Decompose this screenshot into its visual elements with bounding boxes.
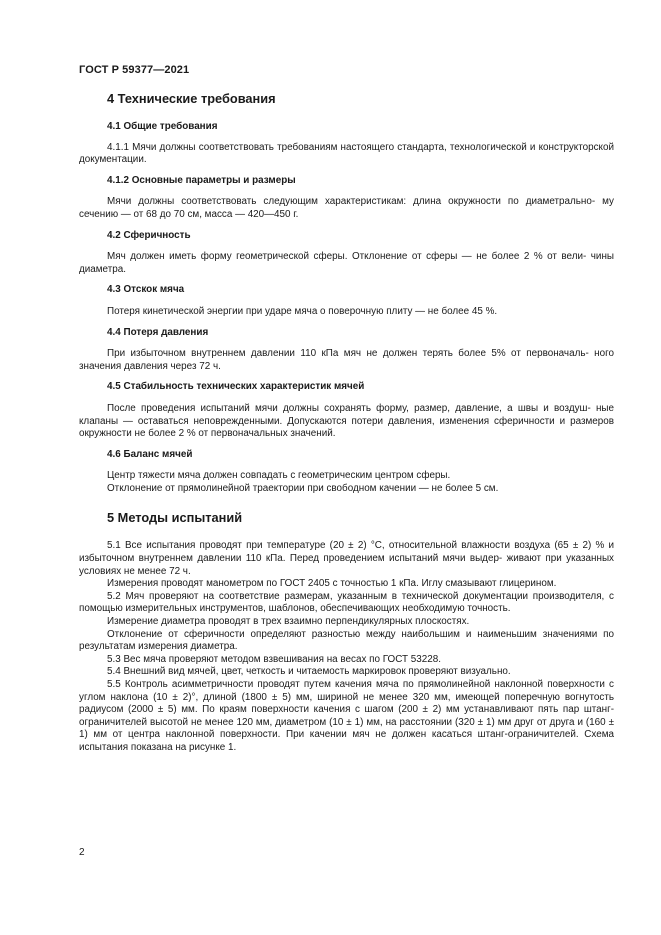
paragraph-5-3: 5.3 Вес мяча проверяют методом взвешивания на весах по ГОСТ 53228. bbox=[107, 653, 441, 665]
paragraph-5-1-b: Измерения проводят манометром по ГОСТ 2405 с точностью 1 кПа. Иглу смазывают глицерином. bbox=[107, 578, 557, 590]
paragraph-4-2: Мяч должен иметь форму геометрической сферы. Отклонение от сферы — не более 2 % от вели- чины диаметра. bbox=[79, 251, 614, 275]
section-4-6-title: 4.6 Баланс мячей bbox=[107, 448, 193, 460]
paragraph-4-6-line-2: Отклонение от прямолинейной траектории при свободном качении — не более 5 см. bbox=[107, 482, 499, 494]
paragraph-5-4: 5.4 Внешний вид мячей, цвет, четкость и читаемость маркировок проверяют визуально. bbox=[107, 666, 511, 678]
section-4-5-title: 4.5 Стабильность технических характеристик мячей bbox=[107, 381, 365, 393]
paragraph-5-5: 5.5 Контроль асимметричности проводят путем качения мяча по прямолинейной наклонной поверхности с углом наклона (10 ± 2)°, длиной (1800 ± 5) мм, шириной не менее 320 мм, имеющей поперечную вогнутость радиусом (2000 ± 5) мм. По краям поверхности качения с шагом (200 ± 2) мм устанавливают пять пар штанг-ограничителей высотой не менее 120 мм, диаметром (10 ± 1) мм, на расстоянии (320 ± 1) мм друг от друга и (160 ± 1) мм от центра наклонной поверхности. При качении мяч не должен касаться штанг-ограничителей. Схема испытания показана на рисунке 1. bbox=[79, 679, 614, 753]
paragraph-4-1-1: 4.1.1 Мячи должны соответствовать требованиям настоящего стандарта, технологической и конструкторской документации. bbox=[79, 141, 614, 166]
paragraph-4-3: Потеря кинетической энергии при ударе мяча о поверочную плиту — не более 45 %. bbox=[107, 305, 498, 317]
section-4-1-2-title: 4.1.2 Основные параметры и размеры bbox=[107, 174, 296, 186]
paragraph-5-2-b: Измерение диаметра проводят в трех взаимно перпендикулярных плоскостях. bbox=[107, 616, 470, 628]
paragraph-5-2-c: Отклонение от сферичности определяют разностью между наибольшим и наименьшим значениями по результатам измерения диаметра. bbox=[79, 628, 614, 653]
document-body bbox=[79, 91, 614, 755]
paragraph-4-1-2: Мячи должны соответствовать следующим характеристикам: длина окружности по диаметрально- му сечению — от 68 до 70 см, масса — 420—450 г. bbox=[79, 196, 614, 220]
document-header: ГОСТ Р 59377—2021 bbox=[79, 64, 190, 76]
section-4-1-title: 4.1 Общие требования bbox=[107, 121, 218, 132]
paragraph-5-1: 5.1 Все испытания проводят при температуре (20 ± 2) °С, относительной влажности воздуха (65 ± 2) % и избыточном внутреннем давлении 110 кПа. Перед проведением испытаний мячи выдер- живают при указанных условиях не менее 72 ч. bbox=[79, 540, 614, 577]
paragraph-4-5: После проведения испытаний мячи должны сохранять форму, размер, давление, а швы и воздуш- ные клапаны — оставаться неповрежденными. Допускаются потери давления, изменения сферичности и размеров окружности не более 2 % от первоначальных значений. bbox=[79, 402, 614, 440]
section-5-title: 5 Методы испытаний bbox=[107, 510, 243, 526]
paragraph-4-6-line-1: Центр тяжести мяча должен совпадать с геометрическим центром сферы. bbox=[107, 470, 451, 482]
paragraph-5-2: 5.2 Мяч проверяют на соответствие размерам, указанным в технической документации производителя, с помощью измерительных инструментов, шаблонов, обеспечивающих необходимую точность. bbox=[79, 590, 614, 615]
section-4-4-title: 4.4 Потеря давления bbox=[107, 326, 209, 338]
section-4-3-title: 4.3 Отскок мяча bbox=[107, 284, 185, 296]
page-number: 2 bbox=[79, 847, 85, 858]
section-4-2-title: 4.2 Сферичность bbox=[107, 229, 191, 241]
paragraph-4-4: При избыточном внутреннем давлении 110 кПа мяч не должен терять более 5% от первоначаль- ного значения давления через 72 ч. bbox=[79, 348, 614, 372]
section-4-title: 4 Технические требования bbox=[107, 91, 276, 106]
